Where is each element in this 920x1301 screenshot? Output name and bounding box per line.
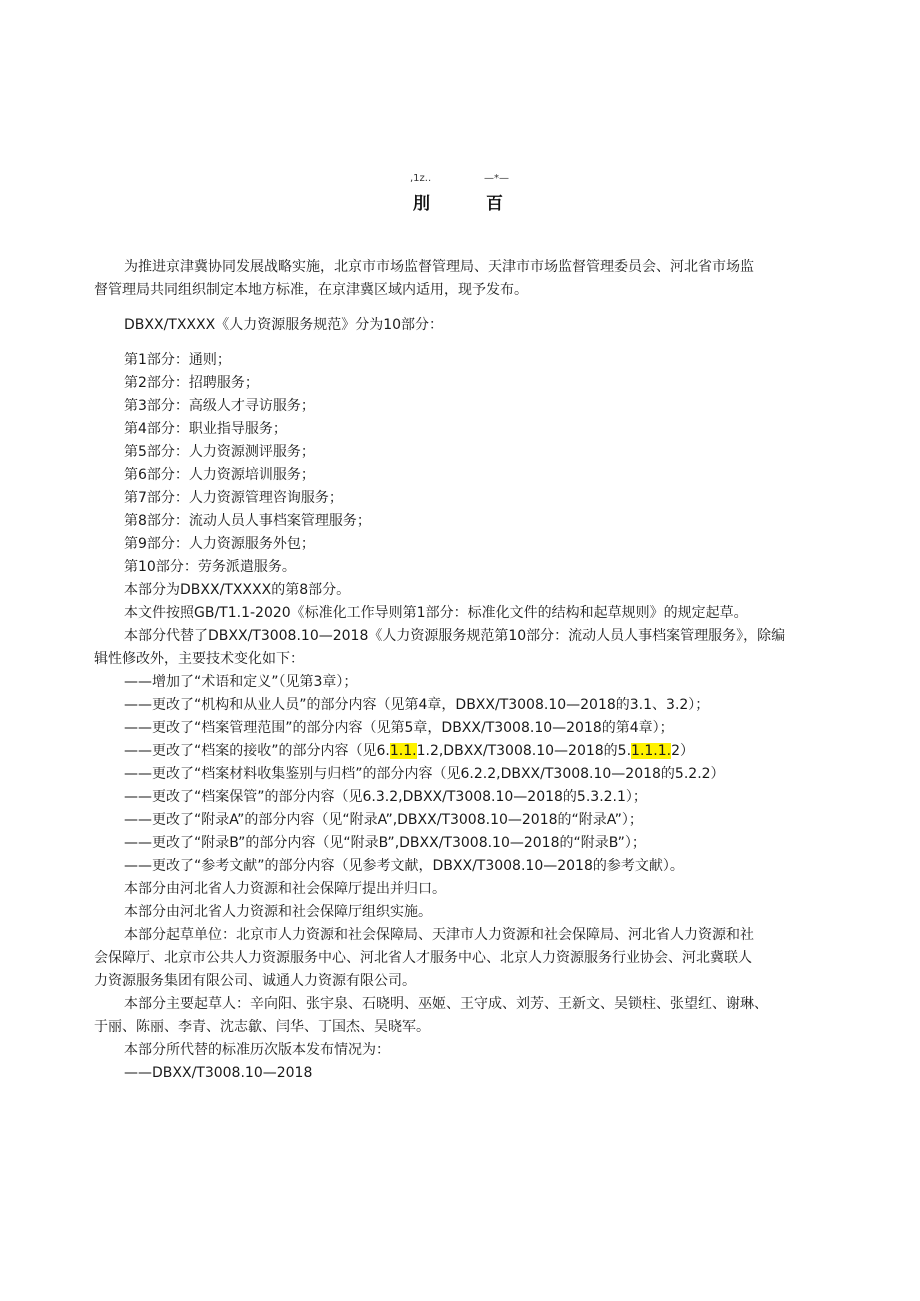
change-item: ——更改了“档案管理范围”的部分内容（见第5章，DBXX/T3008.10—2018的第4章）；	[124, 720, 674, 736]
highlight-mark: 1.1.	[389, 743, 417, 759]
title-char-1: 刖	[413, 194, 430, 214]
highlight-mark: 1.1.1.	[631, 743, 672, 759]
change-item: ——更改了“附录B”的部分内容（见“附录B”,DBXX/T3008.10—2018的“附录B”）；	[124, 835, 646, 851]
part-item: 第6部分：人力资源培训服务；	[124, 467, 315, 483]
part-item: 第3部分：高级人才寻访服务；	[124, 398, 315, 414]
drafters-line-2: 于丽、陈丽、李青、沈志歙、闫华、丁国杰、吴晓军。	[94, 1019, 430, 1035]
change-item: ——更改了“机构和从业人员”的部分内容（见第4章，DBXX/T3008.10—2018的3.1、3.2）；	[124, 697, 710, 713]
change-item: ——增加了“术语和定义”（见第3章）；	[124, 674, 358, 690]
this-part-line: 本部分为DBXX/TXXXX的第8部分。	[124, 582, 351, 598]
structure-line: DBXX/TXXXX《人力资源服务规范》分为10部分：	[124, 317, 444, 333]
proposed-by-line: 本部分由河北省人力资源和社会保障厅提出并归口。	[124, 881, 446, 897]
header-marks	[0, 173, 920, 187]
organized-by-line: 本部分由河北省人力资源和社会保障厅组织实施。	[124, 904, 432, 920]
header-mark-right: —*—	[484, 173, 509, 184]
replaces-line-1: 本部分代替了DBXX/T3008.10—2018《人力资源服务规范第10部分：流动人员人事档案管理服务》，除编	[124, 628, 786, 644]
document-body	[94, 256, 837, 1085]
change-item: ——更改了“附录A”的部分内容（见“附录A”,DBXX/T3008.10—2018的“附录A”）；	[124, 812, 643, 828]
page-title	[0, 189, 920, 215]
history-item: ——DBXX/T3008.10—2018	[124, 1065, 313, 1081]
change-text: ——更改了“档案的接收”的部分内容（见6.	[124, 743, 390, 759]
change-text: 2）	[671, 743, 695, 759]
replaces-line-2: 辑性修改外，主要技术变化如下：	[94, 651, 304, 667]
change-item-highlighted	[94, 740, 837, 763]
part-item: 第2部分：招聘服务；	[124, 375, 259, 391]
part-item: 第1部分：通则；	[124, 352, 231, 368]
part-item: 第5部分：人力资源测评服务；	[124, 444, 315, 460]
drafting-units-line-3: 力资源服务集团有限公司、诚通人力资源有限公司。	[94, 973, 416, 989]
drafters-line-1: 本部分主要起草人：辛向阳、张宇泉、石晓明、巫姬、王守成、刘芳、王新文、吴锁柱、张望红、谢琳、	[124, 996, 768, 1012]
part-item: 第7部分：人力资源管理咨询服务；	[124, 490, 343, 506]
history-intro-line: 本部分所代替的标准历次版本发布情况为：	[124, 1042, 390, 1058]
drafting-units-line-2: 会保障厅、北京市公共人力资源服务中心、河北省人才服务中心、北京人力资源服务行业协会、河北冀联人	[94, 950, 752, 966]
part-item: 第8部分：流动人员人事档案管理服务；	[124, 513, 371, 529]
drafting-rule-line: 本文件按照GB/T1.1-2020《标准化工作导则第1部分：标准化文件的结构和起草规则》的规定起草。	[124, 605, 748, 621]
change-item: ——更改了“档案保管”的部分内容（见6.3.2,DBXX/T3008.10—2018的5.3.2.1）；	[124, 789, 647, 805]
drafting-units-line-1: 本部分起草单位：北京市人力资源和社会保障局、天津市人力资源和社会保障局、河北省人力资源和社	[124, 927, 754, 943]
intro-line-1: 为推进京津冀协同发展战略实施，北京市市场监督管理局、天津市市场监督管理委员会、河北省市场监	[124, 259, 754, 275]
header-mark-left: ,1z..	[410, 173, 432, 184]
part-item: 第4部分：职业指导服务；	[124, 421, 287, 437]
change-text: 1.2,DBXX/T3008.10—2018的5.	[416, 743, 632, 759]
part-item: 第10部分：劳务派遣服务。	[124, 559, 296, 575]
change-item: ——更改了“参考文献”的部分内容（见参考文献，DBXX/T3008.10—2018的参考文献）。	[124, 858, 684, 874]
change-item: ——更改了“档案材料收集鉴别与归档”的部分内容（见6.2.2,DBXX/T3008.10—2018的5.2.2）	[124, 766, 725, 782]
title-char-2: 百	[486, 194, 503, 214]
intro-line-2: 督管理局共同组织制定本地方标准，在京津冀区域内适用，现予发布。	[94, 282, 528, 298]
part-item: 第9部分：人力资源服务外包；	[124, 536, 315, 552]
